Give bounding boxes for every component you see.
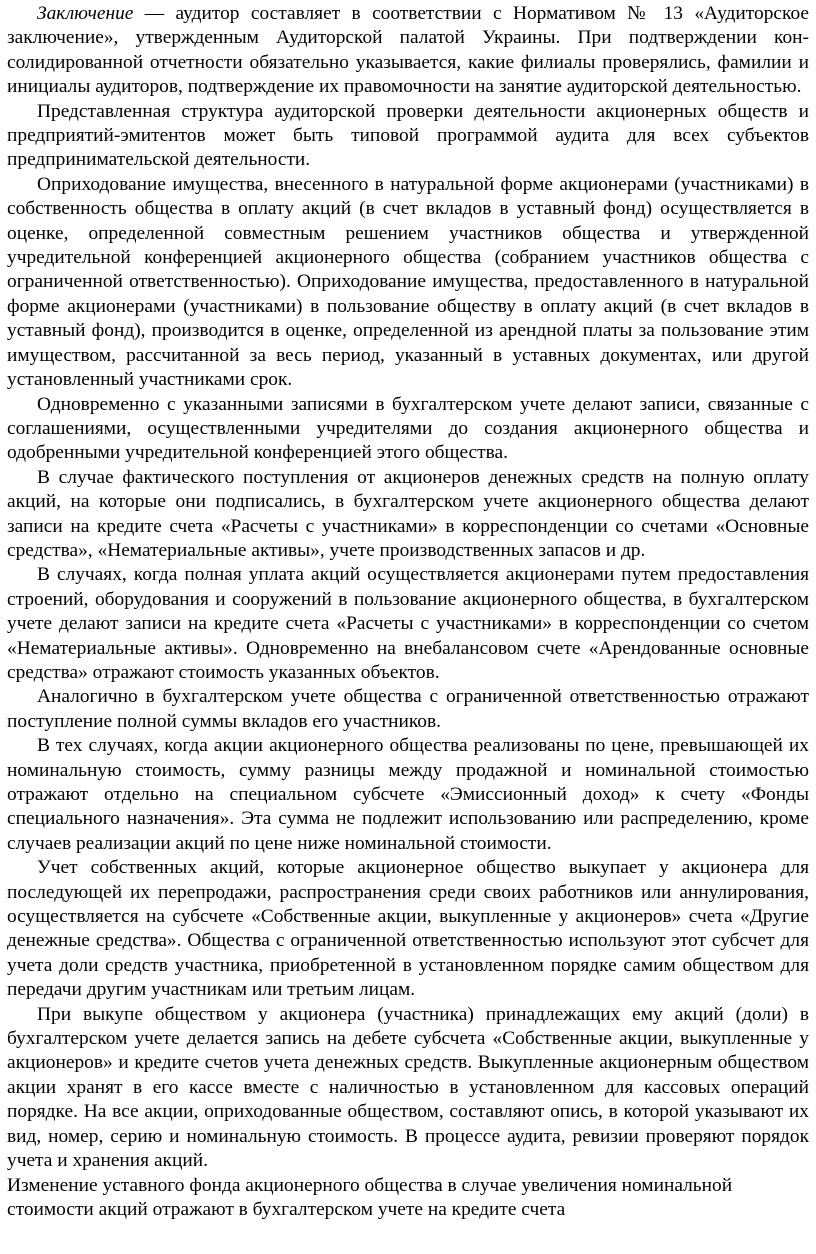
paragraph-capital-change: Изменение уставного фонда акционерного общества в случае увеличения номинальной стоимости акций отражают в бухгалтерском учете на кредите счета — [7, 1174, 733, 1220]
paragraph-audit-structure: Представленная структура аудиторской проверки деятельности акционерных обществ и предприятий-эмитентов может быть типовой программой аудита для всех субъектов предпринимательской деятельности. — [7, 100, 809, 171]
paragraph-conclusion — [7, 2, 809, 100]
paragraph-lead-term: Заключение — [37, 3, 134, 24]
paragraph-treasury-shares: Учет собственных акций, которые акционерное общество выкупает у акционера для последующей их перепродажи, распространения среди своих работников или аннулирования, осуществляется на субсчете «Собственные акции, выкупленные у акционеров» счета «Другие денежные средства». Общества с ограниченной ответственностью используют этот субсчет для учета доли средств участника, приобретенной в установленном порядке самим обществом для передачи другим участникам или третьим лицам. — [7, 857, 809, 1001]
paragraph-simultaneous-records: Одновременно с указанными записями в бухгалтерском учете делают записи, связанные с соглашениями, осуществленными учредителями до создания акционерного общества и одобренными учредительной конференцией этого общества. — [7, 393, 809, 464]
paragraph-buildings-payment: В случаях, когда полная уплата акций осуществляется акционерами путем предоставления строений, оборудования и сооружений в пользование акционерного общества, в бухгалтерском учете делают записи на кредите счета «Расчеты с участниками» в корреспонденции со счетом «Нематериальные активы». Одновременно на внебалансовом счете «Арендованные основные средства» отражают стоимость указанных объектов. — [7, 564, 809, 683]
paragraph-share-buyback: При выкупе обществом у акционера (участника) принадлежащих ему акций (доли) в бухгалтерском учете делается запись на дебете субсчета «Собственные акции, выкупленные у акционеров» и кредите счетов учета денежных средств. Выкупленные акционерным обществом акции хранят в его кассе вместе с наличностью в установленном для кассовых операций порядке. На все акции, оприходованные обществом, составляют опись, в которой указывают их вид, номер, серию и номинальную стоимость. В процессе аудита, ревизии проверяют порядок учета и хранения акций. — [7, 1003, 809, 1172]
paragraph-text: — аудитор составляет в соответствии с Нормативом № 13 «Аудиторское заключение», утвержденным Аудиторской палатой Украины. При подтверждении консолидированной отчетности обязательно указывается, какие филиалы проверялись, фамилии и инициалы аудиторов, подтверждение их правомочности на занятие аудиторской деятельностью. — [7, 3, 809, 98]
paragraph-share-premium: В тех случаях, когда акции акционерного общества реализованы по цене, превышающей их номинальную стоимость, сумму разницы между продажной и номинальной стоимостью отражают отдельно на специальном субсчете «Эмиссионный доход» к счету «Фонды специального назначения». Эта сумма не подлежит использованию или распределению, кроме случаев реализации акций по цене ниже номинальной стоимости. — [7, 735, 809, 854]
paragraph-llc-contributions: Аналогично в бухгалтерском учете общества с ограниченной ответственностью отражают поступление полной суммы вкладов его участников. — [7, 686, 809, 732]
paragraph-cash-receipt: В случае фактического поступления от акционеров денежных средств на полную оплату акций, на которые они подписались, в бухгалтерском учете акционерного общества делают записи на кредите счета «Расчеты с участниками» в корреспонденции со счетами «Основные средства», «Нематериальные активы», учете производственных запасов и др. — [7, 466, 809, 561]
paragraph-property-receipt: Оприходование имущества, внесенного в натуральной форме акционерами (участниками) в собственность общества в оплату акций (в счет вкладов в уставный фонд) осуществляется в оценке, определенной совместным решением участников общества и утвержденной учредительной конференцией акционерного общества (собранием участников общества с ограниченной ответственностью). Оприходование имущества, предоставленного в натуральной форме акционерами (участниками) в пользование обществу в оплату акций (в счет вкладов в уставный фонд), производится в оценке, определенной из арендной платы за пользование этим имуществом, рассчитанной за весь период, указанный в уставных документах, или другой установленный участниками срок. — [7, 173, 809, 391]
